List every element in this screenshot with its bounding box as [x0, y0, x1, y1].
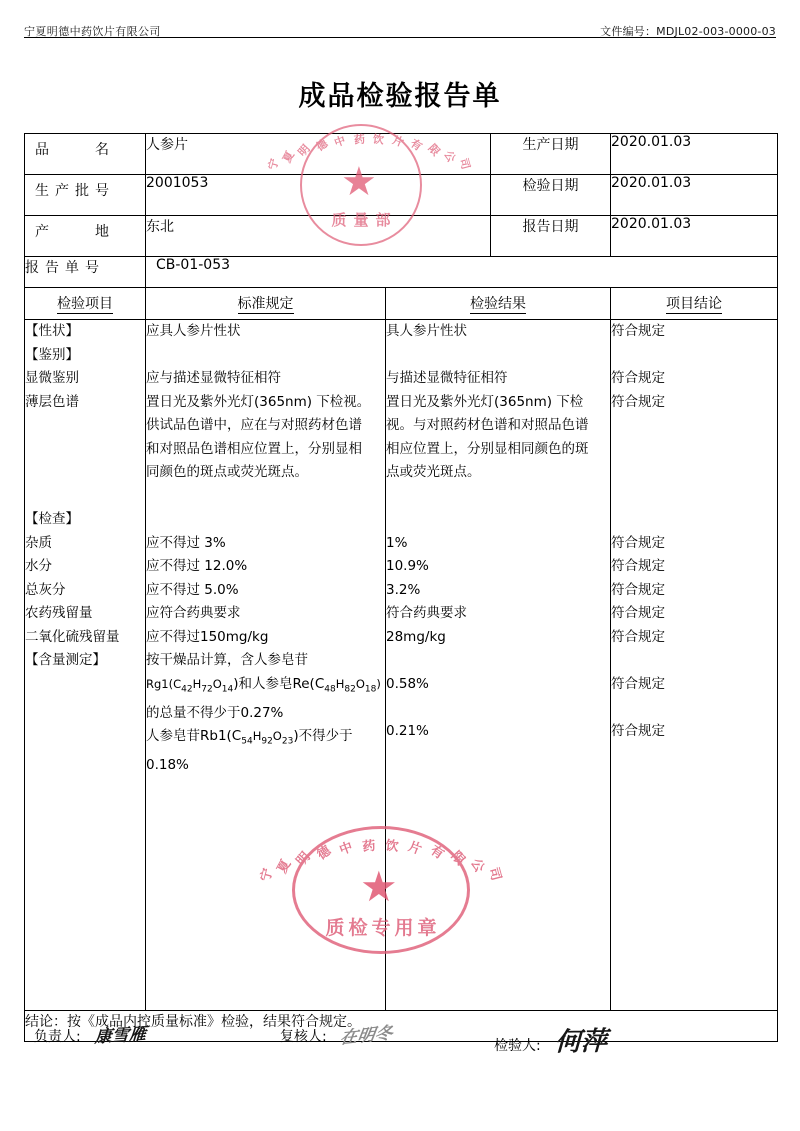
assay-re-mid1: H	[335, 676, 345, 691]
report-date-label: 报告日期	[491, 216, 611, 257]
inspector-signature: 何萍	[554, 1026, 608, 1058]
document-number: 文件编号：MDJL02-003-0000-03	[600, 25, 776, 38]
inspection-date-value: 2020.01.03	[611, 175, 778, 216]
result-tlc-line4: 点或荧光斑点。	[386, 464, 481, 480]
standard-tlc-line1: 置日光及紫外光灯(365nm) 下检视。	[146, 393, 371, 410]
assay-re-mid2: O	[355, 676, 365, 691]
header-divider	[24, 37, 776, 38]
spacer	[386, 696, 610, 720]
star-icon: ★	[360, 862, 398, 911]
result-impurity: 1%	[386, 534, 408, 551]
item-pesticide-residue: 农药残留量	[25, 605, 93, 621]
spacer	[611, 508, 777, 532]
assay-rg1-mid1: H	[192, 676, 202, 691]
result-moisture: 10.9%	[386, 558, 429, 574]
standard-assay-line1: 按干燥品计算，含人参皂苷	[146, 652, 308, 668]
spacer	[146, 344, 385, 368]
spacer	[25, 414, 145, 438]
result-tlc-line2: 视。与对照药材色谱和对照品色谱	[386, 417, 589, 433]
standard-character: 应具人参片性状	[146, 323, 241, 339]
table-row-product	[25, 134, 778, 175]
result-microscopic: 与描述显微特征相符	[386, 370, 508, 386]
conclusion-pesticide: 符合规定	[611, 605, 665, 621]
table-row-origin	[25, 216, 778, 257]
column-header-item: 检验项目	[25, 288, 146, 320]
standard-assay-formula-line	[146, 673, 385, 702]
table-body-row	[25, 320, 778, 1011]
reviewer-label: 复核人:	[280, 1029, 327, 1045]
spacer	[611, 344, 777, 368]
item-moisture: 水分	[25, 558, 52, 574]
stamp-department-text: 质量部	[331, 211, 398, 229]
result-column	[386, 320, 611, 1011]
assay-rb1-sub2: 92	[261, 736, 273, 747]
inspection-report-table	[24, 133, 778, 1042]
standard-assay-line3: 的总量不得少于0.27%	[146, 704, 284, 721]
result-character: 具人参片性状	[386, 323, 467, 339]
production-date-value: 2020.01.03	[611, 134, 778, 175]
spacer	[146, 485, 385, 509]
assay-rb1-suffix: )不得少于	[293, 728, 353, 745]
inspector-label: 检验人:	[494, 1038, 541, 1054]
conclusion-tlc: 符合规定	[611, 393, 665, 410]
conclusion-total-ash: 符合规定	[611, 581, 665, 598]
assay-re-sub3: 18	[364, 684, 377, 695]
standard-microscopic: 应与描述显微特征相符	[146, 370, 281, 386]
column-header-result: 检验结果	[386, 288, 611, 320]
assay-join-text: )和人参皂Re(C	[233, 675, 325, 692]
standard-column	[146, 320, 386, 1011]
table-column-header-row	[25, 288, 778, 320]
spacer	[25, 461, 145, 485]
owner-label: 负责人:	[34, 1029, 81, 1045]
item-impurity: 杂质	[25, 534, 52, 551]
assay-rb1-mid2: O	[272, 729, 282, 744]
column-header-conclusion: 项目结论	[611, 288, 778, 320]
assay-rg1-sub3: 14	[221, 684, 234, 695]
assay-rg1-mid2: O	[212, 676, 222, 691]
origin-label: 产地	[25, 216, 146, 257]
table-row-report-number	[25, 257, 778, 288]
spacer	[611, 485, 777, 509]
item-assay: 【含量测定】	[25, 652, 106, 668]
result-assay-rb1: 0.21%	[386, 722, 429, 739]
assay-rb1-prefix: 人参皂苷Rb1(C	[146, 728, 242, 745]
product-name-value: 人参片	[146, 134, 491, 175]
spacer	[25, 485, 145, 509]
batch-value: 2001053	[146, 175, 491, 216]
standard-impurity: 应不得过 3%	[146, 534, 226, 551]
signature-owner	[34, 1021, 146, 1046]
origin-value: 东北	[146, 216, 491, 257]
signature-strip	[24, 1013, 777, 1073]
report-date-value: 2020.01.03	[611, 216, 778, 257]
inspection-date-label: 检验日期	[491, 175, 611, 216]
result-total-ash: 3.2%	[386, 581, 421, 598]
standard-total-ash: 应不得过 5.0%	[146, 581, 239, 598]
company-name: 宁夏明德中药饮片有限公司	[24, 25, 161, 38]
document-header	[24, 18, 776, 38]
batch-label: 生产批号	[25, 175, 146, 216]
report-number-label: 报告单号	[25, 257, 146, 288]
item-sulfur-dioxide-residue: 二氧化硫残留量	[25, 628, 120, 645]
conclusion-microscopic: 符合规定	[611, 370, 665, 386]
owner-signature: 康雪雁	[94, 1024, 147, 1048]
star-icon: ★	[341, 159, 377, 205]
spacer	[611, 438, 777, 462]
standard-moisture: 应不得过 12.0%	[146, 558, 248, 574]
assay-rg1-prefix: Rg1(C	[146, 676, 182, 691]
assay-rb1-mid1: H	[252, 729, 262, 744]
item-examination: 【检查】	[25, 511, 79, 527]
conclusion-assay-total: 符合规定	[611, 675, 665, 692]
product-name-label: 品名	[25, 134, 146, 175]
result-tlc-line3: 相应位置上，分别显相同颜色的斑	[386, 440, 589, 457]
inspection-items-column	[25, 320, 146, 1011]
spacer	[146, 508, 385, 532]
standard-sulfur-dioxide: 应不得过150mg/kg	[146, 628, 269, 645]
item-character: 【性状】	[25, 323, 79, 339]
production-date-label: 生产日期	[491, 134, 611, 175]
spacer	[611, 696, 777, 720]
item-tlc: 薄层色谱	[25, 393, 79, 410]
standard-tlc-line4: 同颜色的斑点或荧光斑点。	[146, 464, 308, 480]
table-row-batch	[25, 175, 778, 216]
reviewer-signature: 在明冬	[338, 1023, 394, 1049]
standard-assay-rb1-line	[146, 725, 385, 754]
assay-rg1-sub1: 42	[181, 684, 193, 695]
conclusion-character: 符合规定	[611, 323, 665, 339]
stamp-seal-text: 质检专用章	[325, 917, 441, 939]
assay-re-sub1: 48	[324, 684, 336, 695]
spacer	[386, 344, 610, 368]
result-tlc-line1: 置日光及紫外光灯(365nm) 下检	[386, 393, 584, 410]
spacer	[611, 461, 777, 485]
standard-tlc-line2: 供试品色谱中，应在与对照药材色谱	[146, 417, 362, 433]
spacer	[611, 649, 777, 673]
standard-assay-line5: 0.18%	[146, 757, 189, 774]
page-title: 成品检验报告单	[298, 81, 502, 112]
result-assay-total: 0.58%	[386, 675, 429, 692]
spacer	[386, 508, 610, 532]
result-pesticide: 符合药典要求	[386, 605, 467, 621]
item-microscopic: 显微鉴别	[25, 370, 79, 386]
item-total-ash: 总灰分	[25, 581, 66, 598]
conclusion-column	[611, 320, 778, 1011]
stamp-company-arc-text: 宁夏明德 中 药 饮 片 有限公司	[266, 132, 472, 172]
standard-pesticide: 应符合药典要求	[146, 605, 241, 621]
column-header-standard: 标准规定	[146, 288, 386, 320]
assay-rb1-sub3: 23	[281, 736, 294, 747]
conclusion-sulfur-dioxide: 符合规定	[611, 628, 665, 645]
item-identification: 【鉴别】	[25, 346, 79, 363]
conclusion-moisture: 符合规定	[611, 558, 665, 574]
spacer	[611, 414, 777, 438]
spacer	[386, 485, 610, 509]
standard-tlc-line3: 和对照品色谱相应位置上，分别显相	[146, 440, 362, 457]
assay-rg1-sub2: 72	[201, 684, 213, 695]
final-conclusion-text: 结论：按《成品内控质量标准》检验，结果符合规定。	[25, 1011, 778, 1042]
stamp-company-arc-text: 宁夏明德 中 药 饮 片 有限公司	[258, 838, 504, 884]
conclusion-impurity: 符合规定	[611, 534, 665, 551]
conclusion-assay-rb1: 符合规定	[611, 722, 665, 739]
report-number-value: CB-01-053	[146, 257, 778, 288]
spacer	[25, 438, 145, 462]
assay-re-suffix: )	[376, 676, 381, 691]
signature-inspector	[494, 1021, 607, 1058]
assay-rb1-sub1: 54	[241, 736, 253, 747]
result-sulfur-dioxide: 28mg/kg	[386, 628, 446, 645]
signature-reviewer	[280, 1021, 394, 1049]
assay-re-sub2: 82	[344, 684, 356, 695]
spacer	[386, 649, 610, 673]
